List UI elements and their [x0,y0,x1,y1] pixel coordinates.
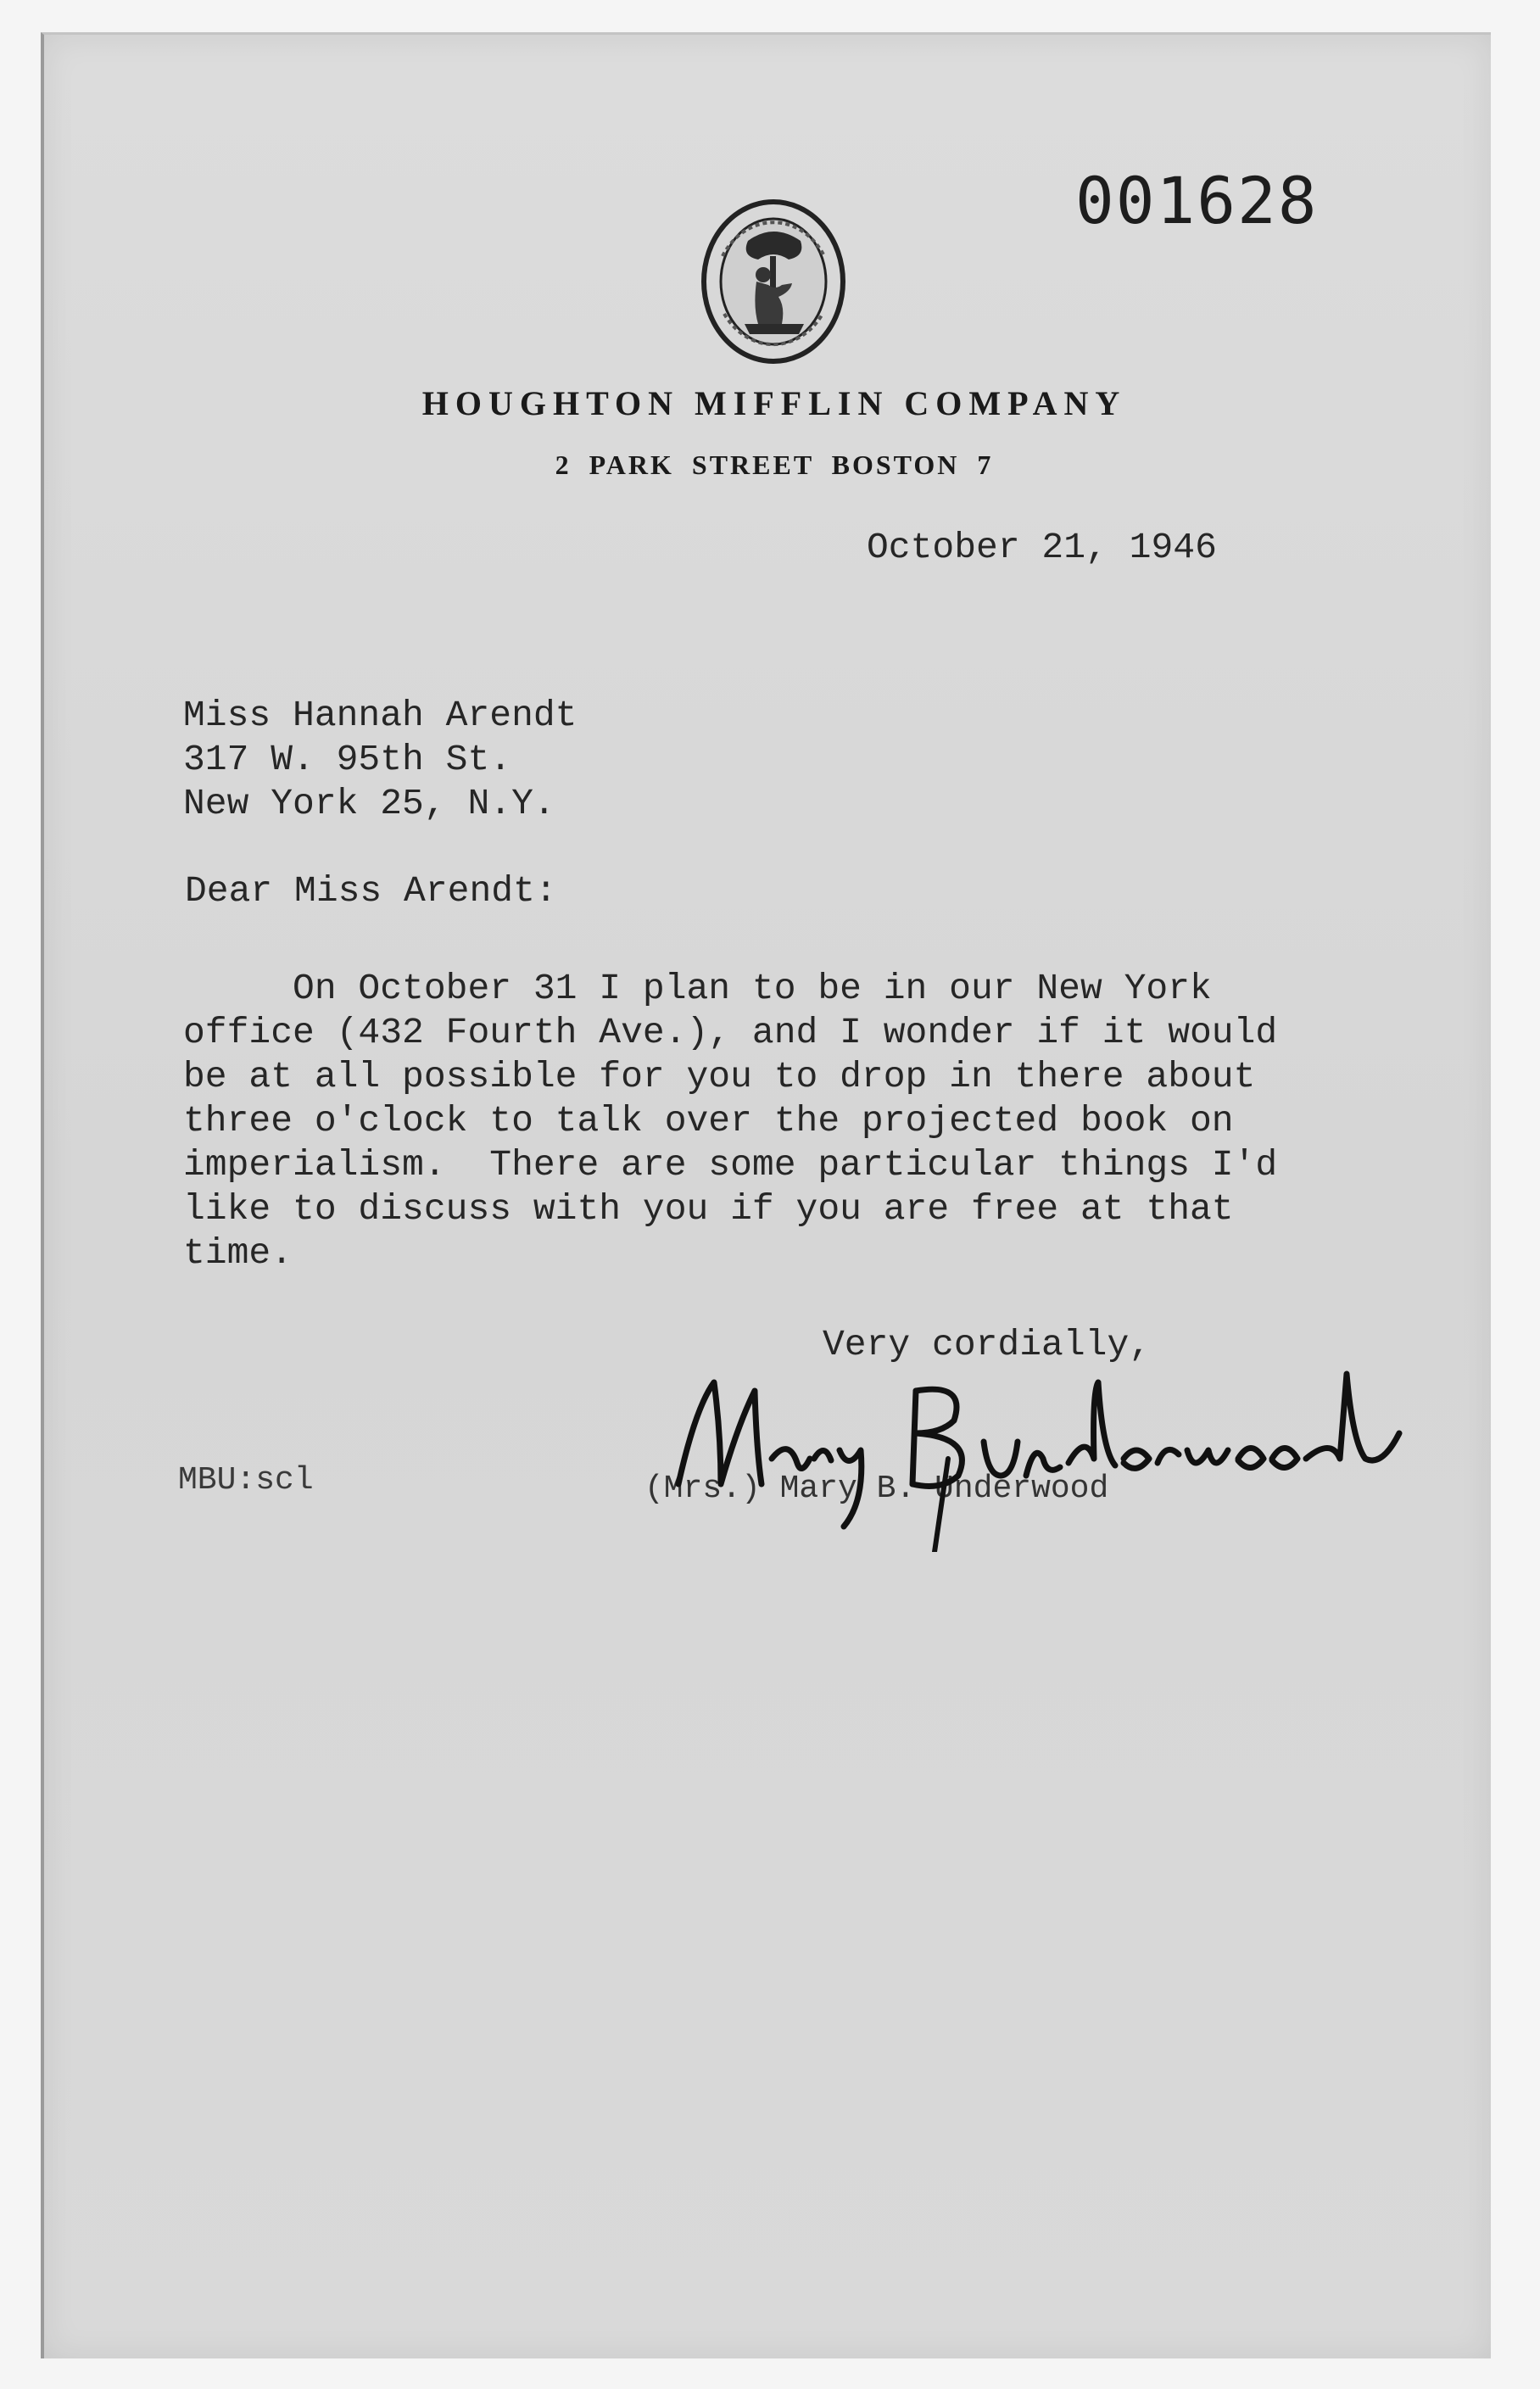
closing: Very cordially, [823,1324,1152,1365]
recipient-city: New York 25, N.Y. [183,783,555,824]
company-name: HOUGHTON MIFFLIN COMPANY [421,384,1127,422]
company-seal-logo [697,197,850,366]
body-line: like to discuss with you if you are free at that [183,1188,1234,1230]
body-line: imperialism. There are some particular things I'd [183,1144,1278,1186]
salutation: Dear Miss Arendt: [185,870,557,912]
letter-date: October 21, 1946 [867,527,1217,568]
body-line: On October 31 I plan to be in our New York [183,968,1212,1009]
handwritten-signature [661,1357,1442,1552]
body-line: time. [183,1232,293,1274]
recipient-street: 317 W. 95th St. [183,739,512,780]
body-line: three o'clock to talk over the projected book on [183,1100,1234,1141]
document-number-stamp: 001628 [1075,163,1319,238]
recipient-name: Miss Hannah Arendt [183,695,578,736]
signer-name: (Mrs.) Mary B. Underwood [644,1471,1109,1507]
company-address: 2 PARK STREET BOSTON 7 [555,449,994,480]
body-line: office (432 Fourth Ave.), and I wonder if it would [183,1012,1278,1053]
reference-initials: MBU:scl [178,1462,314,1499]
body-line: be at all possible for you to drop in there about [183,1056,1256,1097]
